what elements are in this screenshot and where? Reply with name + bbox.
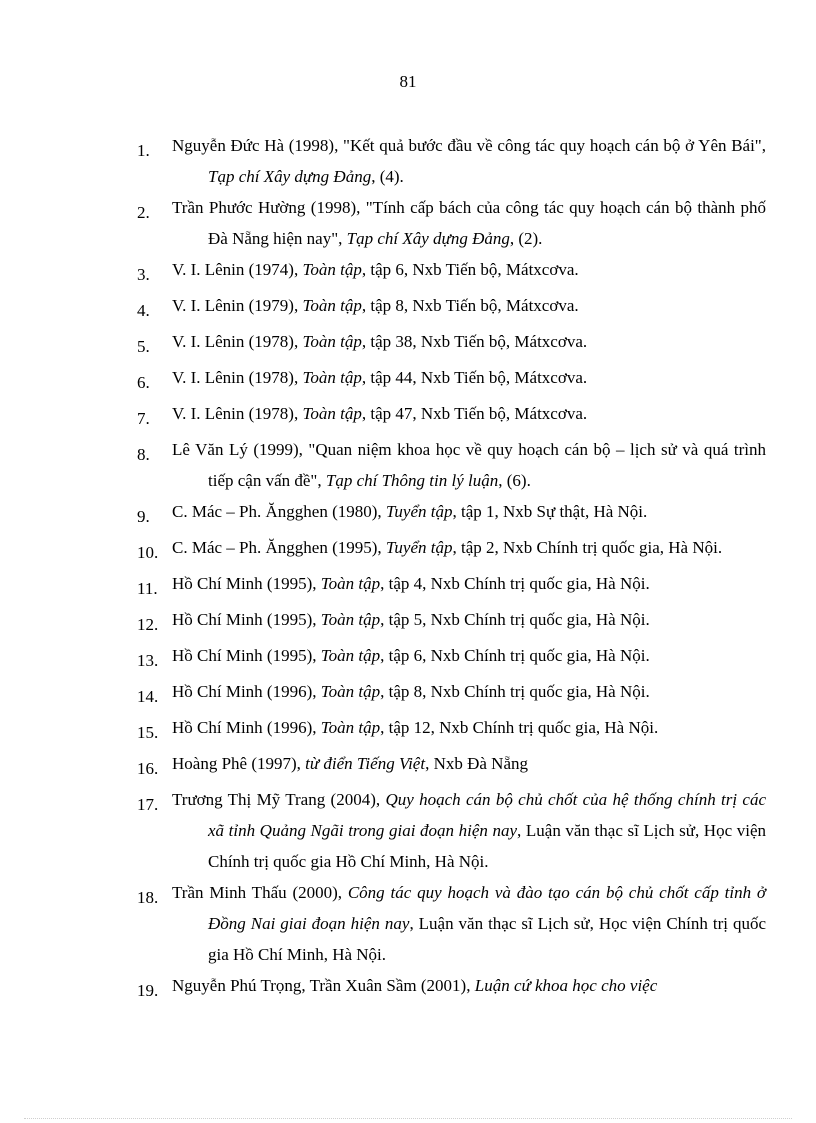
- reference-author-info: Hoàng Phê (1997),: [172, 754, 306, 773]
- reference-item: [0, 130, 816, 192]
- reference-author-info: Lê Văn Lý (1999), "Quan niệm khoa học về quy hoạch cán bộ – lịch sử và quá trình tiếp cận vấn đề",: [172, 440, 766, 490]
- reference-title: Toàn tập: [302, 332, 362, 351]
- reference-publication-info: , Luận văn thạc sĩ Lịch sử, Học viện Chính trị quốc gia Hồ Chí Minh, Hà Nội.: [208, 914, 766, 964]
- reference-publication-info: , tập 8, Nxb Tiến bộ, Mátxcơva.: [361, 296, 579, 315]
- reference-item: [0, 712, 816, 748]
- reference-text: [172, 676, 766, 707]
- reference-author-info: V. I. Lênin (1979),: [172, 296, 303, 315]
- reference-author-info: Hồ Chí Minh (1996),: [172, 718, 321, 737]
- reference-text: [172, 434, 766, 496]
- reference-text: [172, 290, 766, 321]
- reference-title: Toàn tập: [302, 368, 362, 387]
- reference-number: 15.: [137, 723, 159, 742]
- reference-list: [0, 130, 816, 1006]
- reference-number: 13.: [137, 651, 159, 670]
- reference-item: [0, 434, 816, 496]
- reference-item: [0, 640, 816, 676]
- reference-publication-info: , Luận văn thạc sĩ Lịch sử, Học viện Chính trị quốc gia Hồ Chí Minh, Hà Nội.: [208, 821, 766, 871]
- reference-publication-info: , (6).: [498, 471, 531, 490]
- reference-number: 16.: [137, 759, 159, 778]
- reference-item: [0, 254, 816, 290]
- reference-title: Tuyển tập: [385, 538, 453, 557]
- reference-text: [172, 532, 766, 563]
- reference-title: Tạp chí Thông tin lý luận: [325, 471, 499, 490]
- reference-number: 4.: [137, 301, 150, 320]
- reference-publication-info: , tập 4, Nxb Chính trị quốc gia, Hà Nội.: [380, 574, 650, 593]
- reference-title: Quy hoạch cán bộ chủ chốt của hệ thống chính trị các xã tỉnh Quảng Ngãi trong giai đoạn hiện nay: [208, 790, 766, 840]
- reference-item: [0, 970, 816, 1006]
- reference-title: Toàn tập: [320, 682, 381, 701]
- reference-text: [172, 640, 766, 671]
- reference-author-info: Hồ Chí Minh (1996),: [172, 682, 321, 701]
- reference-title: Tạp chí Xây dựng Đảng: [346, 229, 510, 248]
- reference-title: Toàn tập: [320, 574, 381, 593]
- reference-title: Toàn tập: [320, 610, 381, 629]
- reference-author-info: Hồ Chí Minh (1995),: [172, 574, 321, 593]
- reference-author-info: V. I. Lênin (1978),: [172, 404, 303, 423]
- reference-text: [172, 192, 766, 254]
- reference-publication-info: , tập 8, Nxb Chính trị quốc gia, Hà Nội.: [380, 682, 650, 701]
- reference-author-info: Nguyễn Đức Hà (1998), "Kết quả bước đầu về công tác quy hoạch cán bộ ở Yên Bái",: [172, 136, 766, 155]
- reference-text: [172, 568, 766, 599]
- reference-item: [0, 784, 816, 877]
- reference-text: [172, 604, 766, 635]
- reference-publication-info: , tập 2, Nxb Chính trị quốc gia, Hà Nội.: [452, 538, 723, 557]
- reference-item: [0, 532, 816, 568]
- reference-item: [0, 604, 816, 640]
- reference-publication-info: , (4).: [371, 167, 404, 186]
- reference-author-info: C. Mác – Ph. Ăngghen (1980),: [172, 502, 386, 521]
- reference-item: [0, 676, 816, 712]
- reference-author-info: V. I. Lênin (1974),: [172, 260, 303, 279]
- reference-author-info: V. I. Lênin (1978),: [172, 368, 303, 387]
- reference-author-info: Trần Phước Hường (1998), "Tính cấp bách của công tác quy hoạch cán bộ thành phố Đà Nẵng hiện nay",: [172, 198, 766, 248]
- reference-number: 19.: [137, 981, 159, 1000]
- reference-publication-info: , tập 5, Nxb Chính trị quốc gia, Hà Nội.: [380, 610, 650, 629]
- reference-title: Toàn tập: [302, 260, 362, 279]
- reference-publication-info: , tập 12, Nxb Chính trị quốc gia, Hà Nội.: [380, 718, 659, 737]
- reference-text: [172, 970, 766, 1001]
- reference-author-info: V. I. Lênin (1978),: [172, 332, 303, 351]
- reference-text: [172, 784, 766, 877]
- reference-number: 2.: [137, 203, 150, 222]
- reference-number: 18.: [137, 888, 159, 907]
- reference-item: [0, 398, 816, 434]
- reference-item: [0, 362, 816, 398]
- reference-publication-info: , tập 47, Nxb Tiến bộ, Mátxcơva.: [361, 404, 588, 423]
- reference-publication-info: , tập 6, Nxb Chính trị quốc gia, Hà Nội.: [380, 646, 650, 665]
- reference-item: [0, 496, 816, 532]
- reference-title: Toàn tập: [302, 404, 362, 423]
- reference-text: [172, 496, 766, 527]
- reference-number: 12.: [137, 615, 159, 634]
- reference-number: 5.: [137, 337, 150, 356]
- reference-title: Công tác quy hoạch và đào tạo cán bộ chủ chốt cấp tỉnh ở Đồng Nai giai đoạn hiện nay: [208, 883, 766, 933]
- reference-title: Toàn tập: [320, 646, 381, 665]
- reference-text: [172, 130, 766, 192]
- reference-publication-info: , tập 44, Nxb Tiến bộ, Mátxcơva.: [361, 368, 588, 387]
- reference-title: Toàn tập: [302, 296, 362, 315]
- reference-text: [172, 326, 766, 357]
- page-bottom-rule: [24, 1118, 792, 1119]
- reference-text: [172, 254, 766, 285]
- reference-item: [0, 568, 816, 604]
- reference-number: 10.: [137, 543, 159, 562]
- reference-number: 8.: [137, 445, 150, 464]
- reference-number: 3.: [137, 265, 150, 284]
- reference-author-info: Nguyễn Phú Trọng, Trần Xuân Sầm (2001),: [172, 976, 475, 995]
- reference-item: [0, 748, 816, 784]
- reference-number: 9.: [137, 507, 150, 526]
- reference-title: Toàn tập: [320, 718, 381, 737]
- reference-author-info: Trương Thị Mỹ Trang (2004),: [172, 790, 386, 809]
- reference-number: 7.: [137, 409, 150, 428]
- reference-title: từ điển Tiếng Việt: [305, 754, 426, 773]
- reference-number: 1.: [137, 141, 150, 160]
- reference-item: [0, 192, 816, 254]
- reference-text: [172, 748, 766, 779]
- reference-text: [172, 398, 766, 429]
- reference-text: [172, 362, 766, 393]
- reference-publication-info: , tập 38, Nxb Tiến bộ, Mátxcơva.: [361, 332, 588, 351]
- reference-number: 14.: [137, 687, 159, 706]
- reference-publication-info: , tập 6, Nxb Tiến bộ, Mátxcơva.: [361, 260, 579, 279]
- reference-publication-info: , Nxb Đà Nẵng: [425, 754, 528, 773]
- page-number: 81: [399, 72, 417, 91]
- reference-number: 17.: [137, 795, 159, 814]
- reference-author-info: Trần Minh Thấu (2000),: [172, 883, 348, 902]
- reference-title: Tuyển tập: [385, 502, 453, 521]
- reference-number: 11.: [137, 579, 158, 598]
- reference-author-info: Hồ Chí Minh (1995),: [172, 646, 321, 665]
- reference-title: Luận cứ khoa học cho việc: [474, 976, 658, 995]
- reference-publication-info: , (2).: [509, 229, 543, 248]
- reference-item: [0, 290, 816, 326]
- reference-number: 6.: [137, 373, 150, 392]
- reference-title: Tạp chí Xây dựng Đảng: [208, 167, 372, 186]
- reference-publication-info: , tập 1, Nxb Sự thật, Hà Nội.: [452, 502, 648, 521]
- reference-item: [0, 326, 816, 362]
- reference-author-info: Hồ Chí Minh (1995),: [172, 610, 321, 629]
- reference-author-info: C. Mác – Ph. Ăngghen (1995),: [172, 538, 386, 557]
- reference-text: [172, 877, 766, 970]
- reference-text: [172, 712, 766, 743]
- reference-item: [0, 877, 816, 970]
